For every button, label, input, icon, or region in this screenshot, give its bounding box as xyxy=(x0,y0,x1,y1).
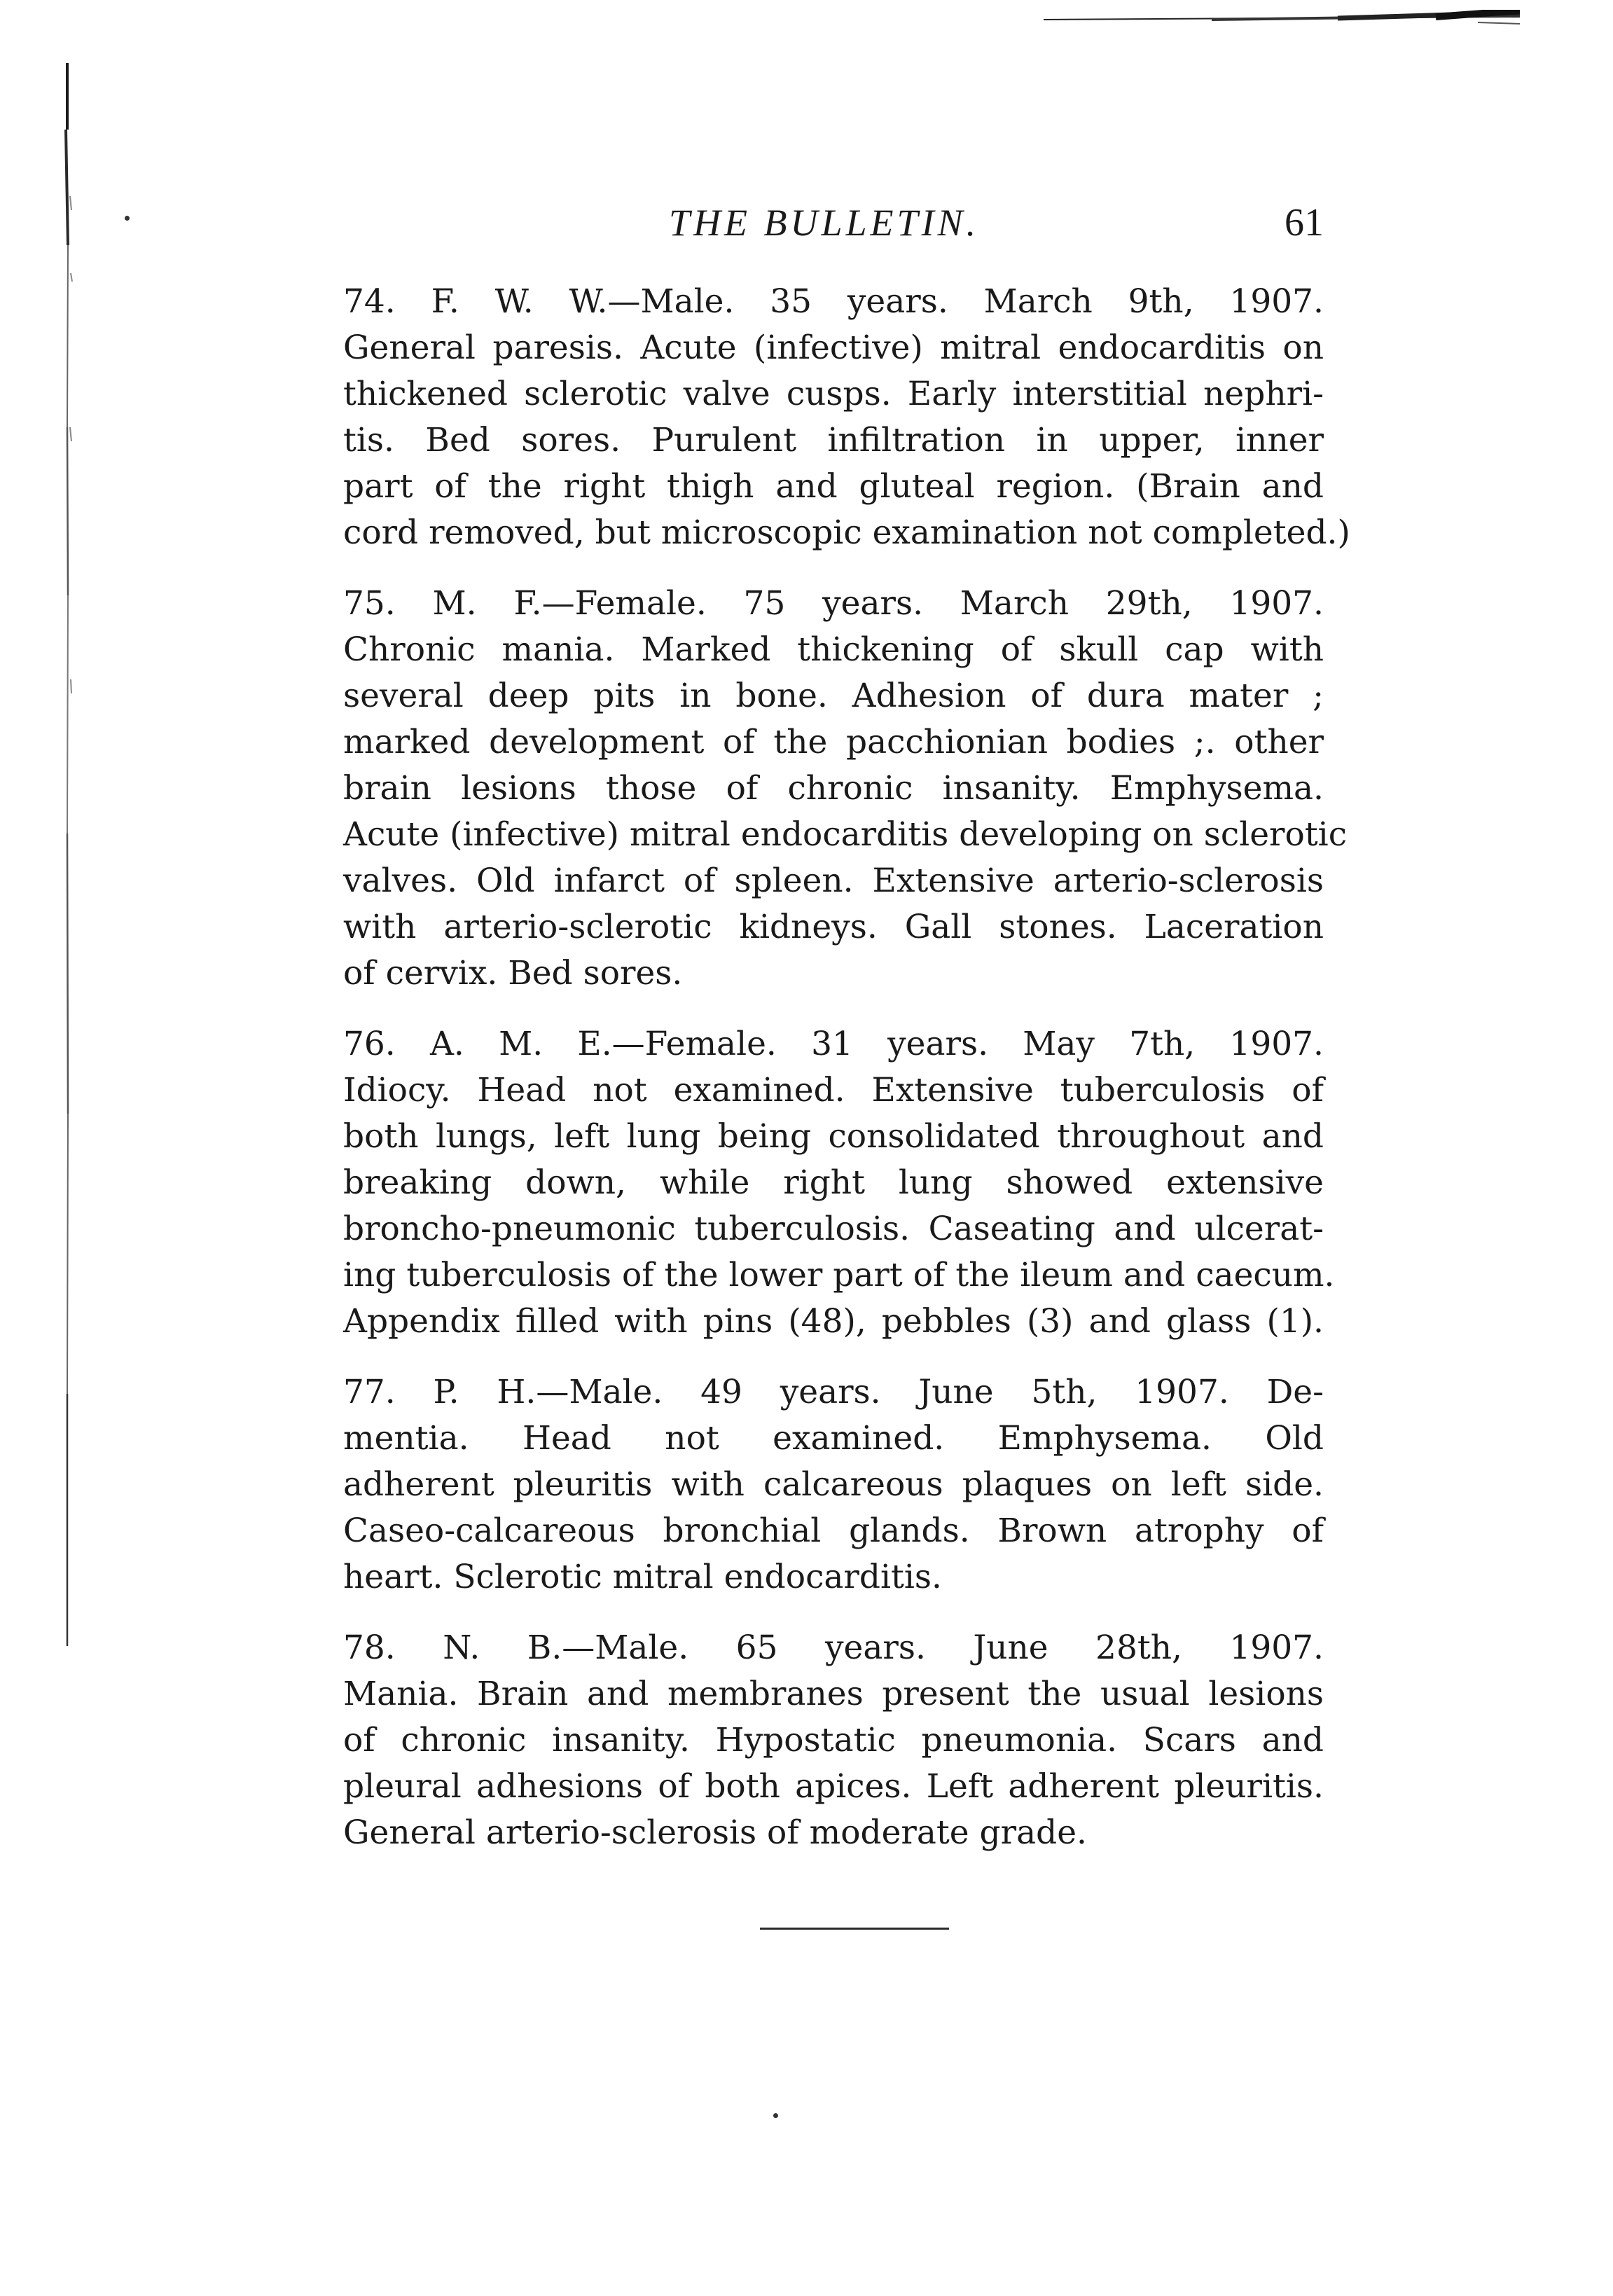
text-line: with arterio-sclerotic kidneys. Gall stones. Laceration xyxy=(343,908,1324,946)
case-entry-78 xyxy=(343,1625,1324,1856)
page-header xyxy=(343,195,1324,251)
text-line: 77. P. H.—Male. 49 years. June 5th, 1907. De- xyxy=(343,1373,1324,1411)
case-entry-76 xyxy=(343,1021,1335,1345)
text-line: General arterio-sclerosis of moderate grade. xyxy=(343,1813,1087,1852)
text-line: Caseo-calcareous bronchial glands. Brown atrophy of xyxy=(343,1512,1324,1550)
text-line: breaking down, while right lung showed extensive xyxy=(343,1163,1324,1202)
text-line: marked development of the pacchionian bodies ;. other xyxy=(343,723,1324,761)
section-end-rule xyxy=(760,1928,949,1930)
text-line: heart. Sclerotic mitral endocarditis. xyxy=(343,1558,942,1596)
text-line: thickened sclerotic valve cusps. Early interstitial nephri- xyxy=(343,375,1324,413)
text-line: Chronic mania. Marked thickening of skull cap with xyxy=(343,630,1324,669)
stray-ink-dot xyxy=(125,216,130,221)
text-line: pleural adhesions of both apices. Left adherent pleuritis. xyxy=(343,1767,1324,1806)
top-edge-scan-mark xyxy=(1044,10,1520,25)
text-line: Idiocy. Head not examined. Extensive tuberculosis of xyxy=(343,1071,1324,1109)
stray-ink-dot xyxy=(773,2113,778,2118)
text-line: broncho-pneumonic tuberculosis. Caseating and ulcerat- xyxy=(343,1210,1324,1248)
text-line: Mania. Brain and membranes present the usual lesions xyxy=(343,1675,1324,1713)
text-line: Appendix filled with pins (48), pebbles (3) and glass (1). xyxy=(343,1302,1324,1341)
text-line: 78. N. B.—Male. 65 years. June 28th, 1907. xyxy=(343,1628,1324,1667)
text-line: valves. Old infarct of spleen. Extensive arterio-sclerosis xyxy=(343,862,1324,900)
text-line: of chronic insanity. Hypostatic pneumonia. Scars and xyxy=(343,1721,1324,1759)
text-line: tis. Bed sores. Purulent infiltration in upper, inner xyxy=(343,421,1324,459)
case-entry-77 xyxy=(343,1369,1324,1600)
case-entry-74 xyxy=(343,279,1350,556)
case-entry-75 xyxy=(343,581,1348,997)
text-line: several deep pits in bone. Adhesion of dura mater ; xyxy=(343,677,1324,715)
text-line: 75. M. F.—Female. 75 years. March 29th, 1907. xyxy=(343,584,1324,623)
text-line: brain lesions those of chronic insanity. Emphysema. xyxy=(343,769,1324,808)
text-line: General paresis. Acute (infective) mitral endocarditis on xyxy=(343,329,1324,367)
text-line: Acute (infective) mitral endocarditis developing on sclerotic xyxy=(343,815,1348,854)
text-line: 76. A. M. E.—Female. 31 years. May 7th, 1907. xyxy=(343,1025,1324,1063)
text-line: 74. F. W. W.—Male. 35 years. March 9th, 1907. xyxy=(343,282,1324,321)
case-entries xyxy=(343,279,1350,1881)
running-title: THE BULLETIN. xyxy=(669,202,980,244)
text-line: mentia. Head not examined. Emphysema. Old xyxy=(343,1419,1324,1458)
text-line: ing tuberculosis of the lower part of the ileum and caecum. xyxy=(343,1256,1335,1294)
text-line: both lungs, left lung being consolidated throughout and xyxy=(343,1117,1324,1156)
text-line: part of the right thigh and gluteal region. (Brain and xyxy=(343,467,1324,506)
page-number: 61 xyxy=(1285,201,1324,244)
text-line: cord removed, but microscopic examination not completed.) xyxy=(343,513,1350,552)
text-line: of cervix. Bed sores. xyxy=(343,954,683,993)
text-line: adherent pleuritis with calcareous plaques on left side. xyxy=(343,1465,1324,1504)
left-binding-edge xyxy=(62,63,77,1646)
